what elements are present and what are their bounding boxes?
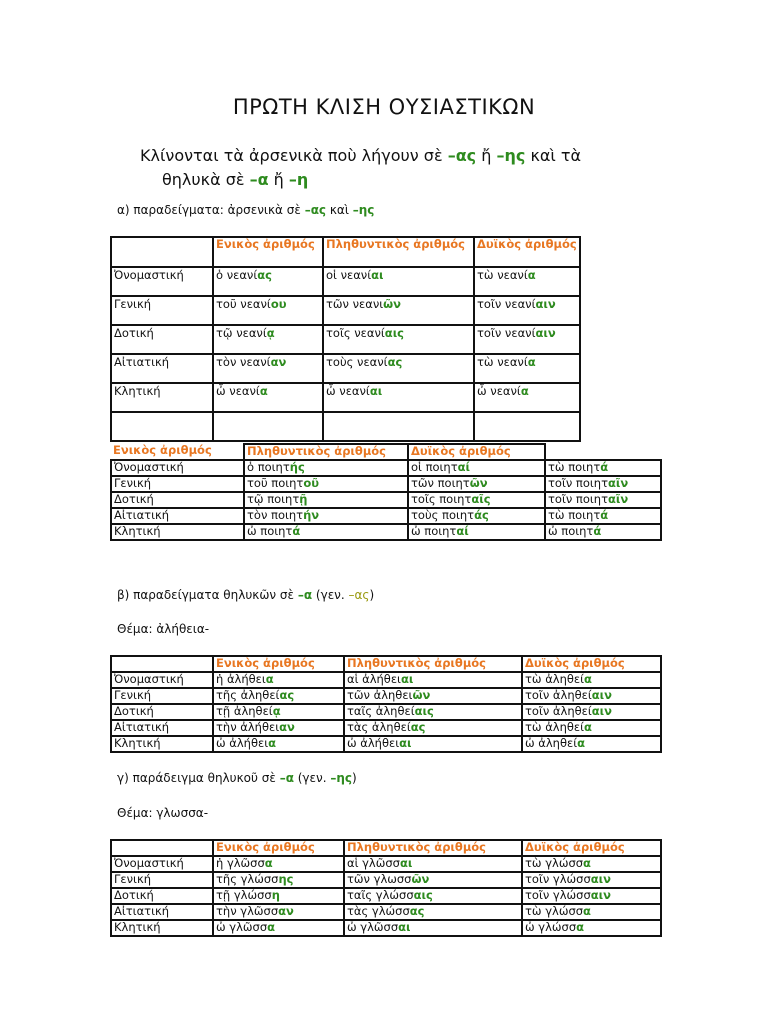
stem-text: ταῖς γλώσσ <box>347 888 414 902</box>
ending-text: αί <box>457 460 471 474</box>
stem-text: οἱ νεανί <box>326 268 372 282</box>
form-pl <box>408 476 545 492</box>
stem-text: τὼ ποιητ <box>548 508 601 522</box>
form-pl <box>408 492 545 508</box>
empty-header-cell <box>111 840 213 856</box>
form-du <box>522 856 661 872</box>
form-du <box>522 904 661 920</box>
ending-text: ά <box>600 460 609 474</box>
ending-text: ας <box>387 355 403 369</box>
form-du <box>522 888 661 904</box>
stem-text: τὼ ποιητ <box>548 460 601 474</box>
empty-row <box>111 412 580 441</box>
theme-b: Θέμα: ἀλήθεια- <box>117 622 210 636</box>
header-dual: Δυϊκὸς ἀριθμός <box>408 444 545 460</box>
form-du <box>522 688 661 704</box>
form-pl <box>344 672 522 688</box>
ending-text: αις <box>414 704 434 718</box>
case-label: Αἰτιατική <box>111 904 213 920</box>
ending-text: ής <box>289 460 305 474</box>
table-row <box>111 872 661 888</box>
case-label: Γενική <box>111 296 213 325</box>
form-sg <box>213 704 344 720</box>
empty-header-cell <box>111 656 213 672</box>
declension-table-poiitis <box>110 443 662 541</box>
case-label: Αἰτιατική <box>111 508 244 524</box>
header-plural: Πληθυντικὸς ἀριθμός <box>344 656 522 672</box>
ending-text: αι <box>398 920 411 934</box>
header-plural: Πληθυντικὸς ἀριθμός <box>244 444 408 460</box>
section-c-heading: γ) παράδειγμα θηλυκοῦ σὲ –α (γεν. –ης) <box>117 771 357 785</box>
table-row <box>111 904 661 920</box>
stem-text: τὴν γλῶσσ <box>216 904 279 918</box>
empty-header-cell <box>545 444 661 460</box>
table-row <box>111 325 580 354</box>
ending-text: η <box>271 888 280 902</box>
header-dual: Δυϊκὸς ἀριθμός <box>522 656 661 672</box>
form-pl <box>344 736 522 752</box>
stem-text: ὦ ἀλήθει <box>347 736 400 750</box>
table-row <box>111 267 580 296</box>
case-label: Κλητική <box>111 920 213 936</box>
form-du <box>545 476 661 492</box>
table-row <box>111 672 661 688</box>
stem-text: τὸν νεανί <box>216 355 271 369</box>
stem-text: τοῖν ποιητ <box>548 492 608 506</box>
case-label: Δοτική <box>111 704 213 720</box>
stem-text: τοῖν ἀληθεί <box>525 704 592 718</box>
ending-text: ας <box>257 268 272 282</box>
form-pl <box>323 267 474 296</box>
stem-text: τοῖν γλώσσ <box>525 888 591 902</box>
stem-text: τοῦ νεανί <box>216 297 271 311</box>
intro-line-1: Κλίνονται τὰ ἀρσενικὰ ποὺ λήγουν σὲ –ας ἤ –ης καὶ τὰ <box>140 146 582 165</box>
table-row <box>111 736 661 752</box>
header-singular: Ενικὸς ἀριθμός <box>213 656 344 672</box>
ending-text: α <box>268 736 277 750</box>
ending-text: αιν <box>590 888 611 902</box>
ending-text: αιν <box>535 297 556 311</box>
form-du <box>545 524 661 540</box>
form-pl <box>408 460 545 476</box>
table-row <box>111 296 580 325</box>
ending-text: αν <box>279 720 295 734</box>
form-pl <box>344 704 522 720</box>
form-sg <box>213 383 323 412</box>
ending-text: α <box>265 672 274 686</box>
ending-text: α <box>527 355 536 369</box>
form-sg <box>244 508 408 524</box>
stem-text: τὼ ἀληθεί <box>525 720 585 734</box>
ending-text: αν <box>278 904 294 918</box>
table-row <box>111 888 661 904</box>
ending-text: α <box>584 672 592 686</box>
case-label: Κλητική <box>111 736 213 752</box>
stem-text: τοῖν νεανί <box>477 297 536 311</box>
ending-text: ά <box>593 524 602 538</box>
stem-text: ὦ γλώσσ <box>525 920 577 934</box>
ending-text: α <box>527 268 536 282</box>
form-du <box>522 872 661 888</box>
form-pl <box>323 325 474 354</box>
case-label: Κλητική <box>111 383 213 412</box>
stem-text: ἡ γλῶσσ <box>216 856 265 870</box>
page-title: ΠΡΩΤΗ ΚΛΙΣΗ ΟΥΣΙΑΣΤΙΚΩΝ <box>232 95 536 119</box>
intro-paragraph <box>140 144 700 192</box>
stem-text: ὦ ἀλήθει <box>216 736 269 750</box>
form-pl <box>344 856 522 872</box>
declension-table-neanias <box>110 236 581 442</box>
ending-text: αι <box>369 384 383 398</box>
form-pl <box>344 904 522 920</box>
ending-text: ῶν <box>469 476 488 490</box>
header-plural: Πληθυντικὸς ἀριθμός <box>344 840 522 856</box>
stem-text: τὼ νεανί <box>477 355 528 369</box>
form-du <box>522 704 661 720</box>
case-label: Ὀνομαστική <box>111 856 213 872</box>
header-dual: Δυϊκὸς ἀριθμός <box>522 840 661 856</box>
stem-text: ὦ γλῶσσ <box>216 920 268 934</box>
stem-text: τὼ νεανί <box>477 268 528 282</box>
ending-text: ῶν <box>411 872 430 886</box>
form-sg <box>244 476 408 492</box>
ending-text: α <box>520 384 529 398</box>
form-sg <box>213 720 344 736</box>
stem-text: τοῖς νεανί <box>326 326 385 340</box>
stem-text: τοὺς νεανί <box>326 355 388 369</box>
header-singular: Ενικὸς ἀριθμός <box>213 840 344 856</box>
form-du <box>474 325 580 354</box>
stem-text: ὦ ποιητ <box>247 524 293 538</box>
form-sg <box>213 736 344 752</box>
ending-text: αν <box>270 355 287 369</box>
stem-text: τοὺς ποιητ <box>411 508 475 522</box>
form-du <box>522 920 661 936</box>
form-sg <box>213 888 344 904</box>
declension-table-glossa <box>110 839 662 937</box>
case-label: Δοτική <box>111 325 213 354</box>
section-b-heading: β) παραδείγματα θηλυκῶν σὲ –α (γεν. –ας) <box>117 588 375 602</box>
case-label: Αἰτιατική <box>111 720 213 736</box>
theme-c: Θέμα: γλωσσα- <box>117 806 209 820</box>
ending-text: α <box>584 720 592 734</box>
ending-text: α <box>577 736 586 750</box>
stem-text: ὦ ποιητ <box>411 524 457 538</box>
stem-text: τὸν ποιητ <box>247 508 304 522</box>
stem-text: τῷ νεανί <box>216 326 267 340</box>
ending-text: αῖν <box>608 476 629 490</box>
stem-text: τῶν νεανι <box>326 297 384 311</box>
case-label: Δοτική <box>111 888 213 904</box>
case-label: Ὀνομαστική <box>111 460 244 476</box>
stem-text: ταῖς ἀληθεί <box>347 704 415 718</box>
ending-text: αιν <box>591 688 612 702</box>
form-pl <box>323 354 474 383</box>
case-label: Γενική <box>111 476 244 492</box>
intro-line-2: θηλυκὰ σὲ –α ἤ –η <box>162 170 309 189</box>
form-sg <box>213 904 344 920</box>
ending-text: αι <box>371 268 384 282</box>
ending-text: αις <box>413 888 433 902</box>
table-row <box>111 524 661 540</box>
form-pl <box>344 720 522 736</box>
form-pl <box>344 688 522 704</box>
ending-text: ᾳ <box>272 704 281 718</box>
form-du <box>474 296 580 325</box>
ending-text: ας <box>410 720 426 734</box>
stem-text: τὼ γλώσσ <box>525 856 584 870</box>
case-label: Γενική <box>111 872 213 888</box>
ending-text: ας <box>279 688 295 702</box>
stem-text: ἡ ἀλήθει <box>216 672 266 686</box>
form-sg <box>213 856 344 872</box>
stem-text: τῆς ἀληθεί <box>216 688 280 702</box>
form-du <box>522 672 661 688</box>
ending-text: αῖς <box>471 492 491 506</box>
stem-text: τοῖν ποιητ <box>548 476 608 490</box>
ending-text: αι <box>399 736 412 750</box>
ending-text: ου <box>270 297 287 311</box>
form-du <box>474 383 580 412</box>
form-sg <box>213 872 344 888</box>
form-sg <box>244 524 408 540</box>
stem-text: ὦ γλῶσσ <box>347 920 399 934</box>
ending-text: α <box>583 904 591 918</box>
stem-text: ὦ νεανί <box>477 384 521 398</box>
header-dual: Δυϊκὸς ἀριθμός <box>474 237 580 267</box>
ending-text: α <box>264 856 273 870</box>
ending-text: α <box>583 856 591 870</box>
stem-text: τοῖν ἀληθεί <box>525 688 592 702</box>
table-row <box>111 383 580 412</box>
form-sg <box>213 688 344 704</box>
form-du <box>474 267 580 296</box>
ending-text: αι <box>399 856 413 870</box>
ending-text: αις <box>384 326 404 340</box>
stem-text: τῇ γλώσσ <box>216 888 272 902</box>
stem-text: οἱ ποιητ <box>411 460 458 474</box>
form-sg <box>244 492 408 508</box>
stem-text: τοῖν νεανί <box>477 326 536 340</box>
form-pl <box>323 296 474 325</box>
stem-text: ὁ νεανί <box>216 268 258 282</box>
empty-header-cell <box>111 237 213 267</box>
stem-text: τῆς γλώσσ <box>216 872 279 886</box>
case-label: Αἰτιατική <box>111 354 213 383</box>
ending-text: αι <box>400 672 414 686</box>
form-sg <box>244 460 408 476</box>
ending-text: αιν <box>535 326 556 340</box>
case-label: Ὀνομαστική <box>111 267 213 296</box>
stem-text: ὁ ποιητ <box>247 460 290 474</box>
case-label: Κλητική <box>111 524 244 540</box>
form-pl <box>344 872 522 888</box>
ending-text: αιν <box>590 872 611 886</box>
ending-text: ας <box>409 904 425 918</box>
stem-text: ὦ νεανί <box>216 384 260 398</box>
section-a-heading: α) παραδείγματα: ἀρσενικὰ σὲ –ας καὶ –ης <box>117 203 375 217</box>
form-sg <box>213 920 344 936</box>
form-sg <box>213 267 323 296</box>
case-label: Δοτική <box>111 492 244 508</box>
case-label: Ὀνομαστική <box>111 672 213 688</box>
header-singular: Ενικὸς ἀριθμός <box>111 444 244 460</box>
form-du <box>545 460 661 476</box>
table-row <box>111 476 661 492</box>
form-sg <box>213 354 323 383</box>
stem-text: τῶν ἀληθει <box>347 688 413 702</box>
stem-text: τὼ γλώσσ <box>525 904 584 918</box>
stem-text: τῶν γλωσσ <box>347 872 412 886</box>
ending-text: αί <box>456 524 469 538</box>
form-sg <box>213 325 323 354</box>
form-du <box>474 354 580 383</box>
ending-text: ήν <box>303 508 320 522</box>
stem-text: τὰς ἀληθεί <box>347 720 411 734</box>
stem-text: ὦ ἀληθεί <box>525 736 578 750</box>
stem-text: τοῖν γλώσσ <box>525 872 591 886</box>
stem-text: τὼ ἀληθεί <box>525 672 585 686</box>
header-plural: Πληθυντικὸς ἀριθμός <box>323 237 474 267</box>
ending-text: ά <box>600 508 609 522</box>
stem-text: τῇ ἀληθεί <box>216 704 273 718</box>
table-row <box>111 508 661 524</box>
stem-text: αἱ ἀλήθει <box>347 672 401 686</box>
form-pl <box>344 888 522 904</box>
form-pl <box>344 920 522 936</box>
ending-text: αιν <box>591 704 612 718</box>
stem-text: τῷ ποιητ <box>247 492 300 506</box>
form-du <box>545 492 661 508</box>
ending-text: ης <box>278 872 294 886</box>
stem-text: ὦ ποιητ <box>548 524 594 538</box>
form-du <box>545 508 661 524</box>
form-sg <box>213 672 344 688</box>
table-row <box>111 704 661 720</box>
ending-text: άς <box>474 508 489 522</box>
form-du <box>522 720 661 736</box>
ending-text: α <box>267 920 276 934</box>
ending-text: α <box>576 920 585 934</box>
table-row <box>111 920 661 936</box>
stem-text: τοῦ ποιητ <box>247 476 304 490</box>
ending-text: ῶν <box>383 297 402 311</box>
stem-text: ὦ νεανί <box>326 384 370 398</box>
stem-text: τῶν ποιητ <box>411 476 470 490</box>
declension-table-alitheia <box>110 655 662 753</box>
table-row <box>111 460 661 476</box>
ending-text: ῇ <box>299 492 308 506</box>
ending-text: α <box>259 384 268 398</box>
ending-text: ά <box>292 524 301 538</box>
table-row <box>111 856 661 872</box>
form-pl <box>323 383 474 412</box>
stem-text: τὰς γλώσσ <box>347 904 410 918</box>
ending-text: αῖν <box>608 492 629 506</box>
header-singular: Ενικὸς ἀριθμός <box>213 237 323 267</box>
case-label: Γενική <box>111 688 213 704</box>
table-row <box>111 492 661 508</box>
stem-text: αἱ γλῶσσ <box>347 856 400 870</box>
ending-text: οῦ <box>303 476 320 490</box>
stem-text: τοῖς ποιητ <box>411 492 472 506</box>
ending-text: ᾳ <box>266 326 275 340</box>
form-pl <box>408 508 545 524</box>
form-du <box>522 736 661 752</box>
table-row <box>111 720 661 736</box>
form-sg <box>213 296 323 325</box>
stem-text: τὴν ἀλήθει <box>216 720 280 734</box>
ending-text: ῶν <box>412 688 431 702</box>
table-row <box>111 688 661 704</box>
form-pl <box>408 524 545 540</box>
table-row <box>111 354 580 383</box>
